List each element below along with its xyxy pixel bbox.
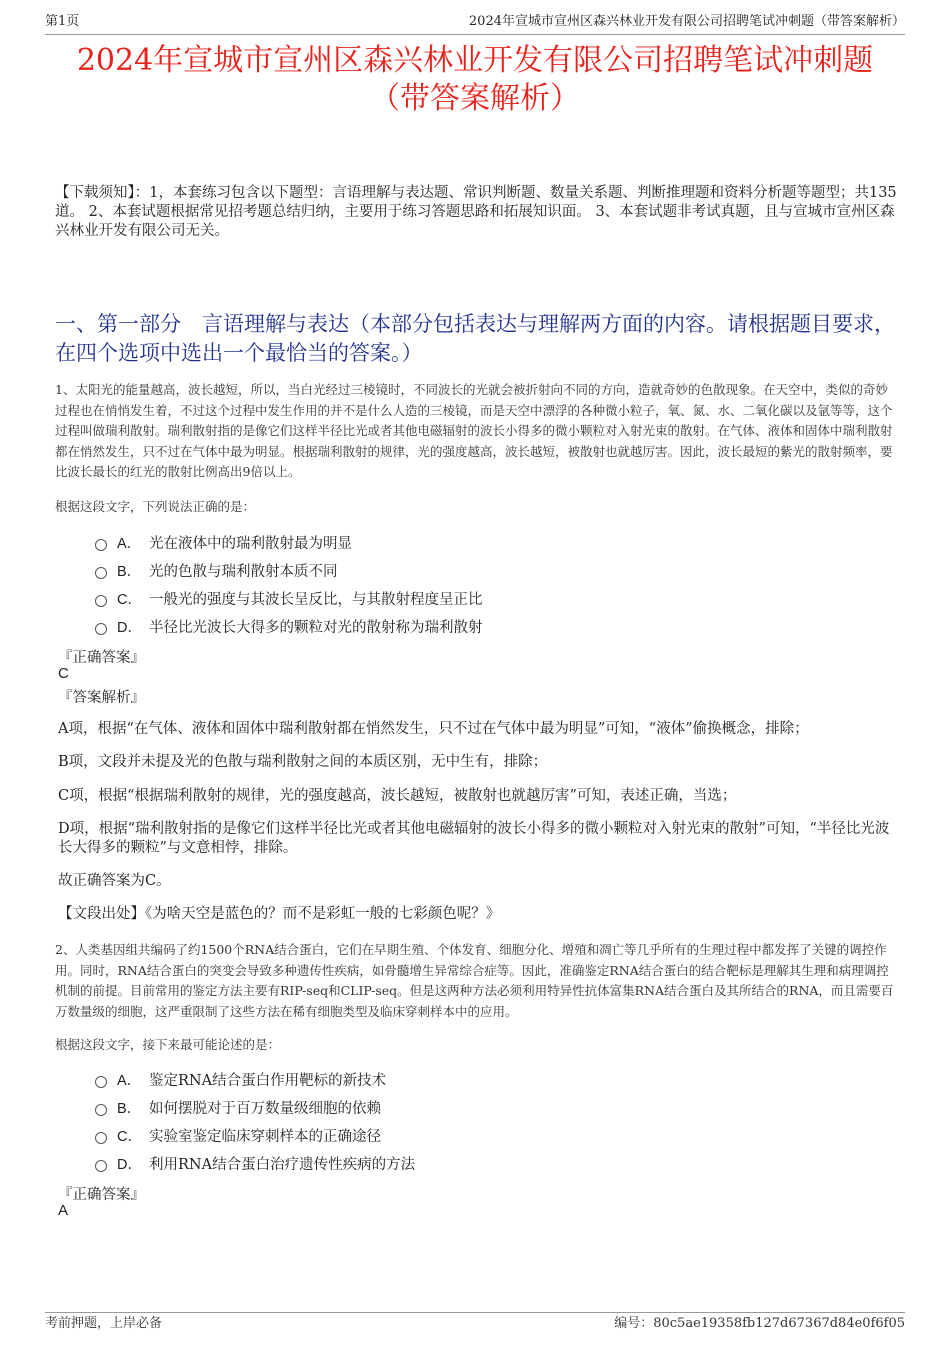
question-1-option-d[interactable]	[95, 612, 795, 640]
question-1-option-a[interactable]	[95, 528, 795, 556]
page-title	[45, 42, 905, 118]
question-1-analysis-d: D项，根据“瑞利散射指的是像它们这样半径比光或者其他电磁辐射的波长小得多的微小颗粒对入射光束的散射”可知，“半径比光波长大得多的颗粒”与文意相悖，排除。	[58, 821, 890, 856]
footer-doc-id: 编号：80c5ae19358fb127d67367d84e0f6f05	[614, 1316, 905, 1331]
option-text: 利用RNA结合蛋白治疗遗传性疾病的方法	[149, 1156, 416, 1173]
title-line-2: （带答案解析）	[370, 81, 580, 116]
option-letter: A．	[117, 1072, 142, 1089]
radio-icon[interactable]	[95, 623, 107, 635]
download-notice: 【下载须知】：1，本套练习包含以下题型：言语理解与表达题、常识判断题、数量关系题、判断推理题和资料分析题等题型；共135道。 2、本套试题根据常见招考题总结归纳，主要用于练习答题思路和拓展知识面。 3、本套试题非考试真题，且与宣城市宣州区森兴林业开发有限公司无关。	[55, 185, 897, 239]
option-text: 实验室鉴定临床穿刺样本的正确途径	[149, 1128, 381, 1145]
option-text: 光的色散与瑞利散射本质不同	[149, 563, 338, 580]
radio-icon[interactable]	[95, 1076, 107, 1088]
option-letter: D．	[117, 1156, 142, 1173]
title-line-1: 2024年宣城市宣州区森兴林业开发有限公司招聘笔试冲刺题	[76, 43, 874, 78]
question-2-option-d[interactable]	[95, 1149, 795, 1177]
option-text: 半径比光波长大得多的颗粒对光的散射称为瑞利散射	[149, 619, 483, 636]
option-letter: B．	[117, 1100, 142, 1117]
question-2-answer-label: 『正确答案』	[58, 1187, 145, 1203]
radio-icon[interactable]	[95, 539, 107, 551]
question-1-option-b[interactable]	[95, 556, 795, 584]
radio-icon[interactable]	[95, 1132, 107, 1144]
question-2-prompt: 根据这段文字，接下来最可能论述的是：	[55, 1037, 281, 1052]
radio-icon[interactable]	[95, 595, 107, 607]
option-text: 如何摆脱对于百万数量级细胞的依赖	[149, 1100, 381, 1117]
question-1-analysis-label: 『答案解析』	[58, 690, 145, 706]
question-2-passage: 2、人类基因组共编码了约1500个RNA结合蛋白，它们在早期生殖、个体发育、细胞分化、增殖和凋亡等几乎所有的生理过程中都发挥了关键的调控作用。同时，RNA结合蛋白的突变会导致多种遗传性疾病，如骨髓增生异常综合症等。因此，准确鉴定RNA结合蛋白的结合靶标是理解其生理和病理调控机制的前提。目前常用的鉴定方法主要有RIP-seq和CLIP-seq。但是这两种方法必须利用特异性抗体富集RNA结合蛋白及其所结合的RNA，而且需要百万数量级的细胞，这严重限制了这些方法在稀有细胞类型及临床穿刺样本中的应用。	[55, 942, 894, 1019]
page-header	[45, 12, 905, 35]
option-letter: C．	[117, 1128, 142, 1145]
option-text: 一般光的强度与其波长呈反比，与其散射程度呈正比	[149, 591, 483, 608]
question-1-conclusion: 故正确答案为C。	[58, 873, 171, 889]
question-2-option-a[interactable]	[95, 1065, 795, 1093]
question-2-option-b[interactable]	[95, 1093, 795, 1121]
question-1-answer: C	[58, 665, 69, 682]
option-letter: B．	[117, 563, 142, 580]
question-1-options	[95, 528, 795, 640]
footer-slogan: 考前押题，上岸必备	[45, 1316, 163, 1331]
question-1-analysis-a: A项，根据“在气体、液体和固体中瑞利散射都在悄然发生，只不过在气体中最为明显”可知，“液体”偷换概念，排除；	[58, 721, 809, 737]
radio-icon[interactable]	[95, 1160, 107, 1172]
question-1-prompt: 根据这段文字，下列说法正确的是：	[55, 499, 256, 514]
option-letter: A．	[117, 535, 142, 552]
page-footer	[45, 1312, 905, 1331]
option-letter: D．	[117, 619, 142, 636]
question-1-source: 【文段出处】《为啥天空是蓝色的？而不是彩虹一般的七彩颜色呢？》	[58, 906, 501, 922]
option-text: 鉴定RNA结合蛋白作用靶标的新技术	[149, 1072, 387, 1089]
question-1-answer-label: 『正确答案』	[58, 650, 145, 666]
option-text: 光在液体中的瑞利散射最为明显	[149, 535, 352, 552]
question-2-answer: A	[58, 1202, 69, 1219]
question-1-analysis-b: B项，文段并未提及光的色散与瑞利散射之间的本质区别，无中生有，排除；	[58, 754, 548, 770]
header-doc-title: 2024年宣城市宣州区森兴林业开发有限公司招聘笔试冲刺题（带答案解析）	[468, 14, 905, 29]
question-1-analysis-c: C项，根据“根据瑞利散射的规律，光的强度越高，波长越短，被散射也就越厉害”可知，表述正确，当选；	[58, 788, 737, 804]
question-1-passage: 1、太阳光的能量越高，波长越短，所以，当白光经过三棱镜时，不同波长的光就会被折射向不同的方向，造就奇妙的色散现象。在天空中，类似的奇妙过程也在悄悄发生着，不过这个过程中发生作用的并不是什么人造的三棱镜，而是天空中漂浮的各种微小粒子，氧、氮、水、二氧化碳以及氩等等，这个过程叫做瑞利散射。瑞利散射指的是像它们这样半径比光或者其他电磁辐射的波长小得多的微小颗粒对入射光束的散射。在气体、液体和固体中瑞利散射都在悄然发生，只不过在气体中最为明显。根据瑞利散射的规律，光的强度越高，波长越短，被散射也就越厉害。因此，波长最短的紫光的散射频率，要比波长最长的红光的散射比例高出9倍以上。	[55, 382, 893, 479]
question-2-option-c[interactable]	[95, 1121, 795, 1149]
radio-icon[interactable]	[95, 567, 107, 579]
option-letter: C．	[117, 591, 142, 608]
radio-icon[interactable]	[95, 1104, 107, 1116]
question-2-options	[95, 1065, 795, 1177]
question-1-option-c[interactable]	[95, 584, 795, 612]
page-number: 第1页	[45, 14, 80, 29]
section-heading: 一、第一部分 言语理解与表达（本部分包括表达与理解两方面的内容。请根据题目要求，在四个选项中选出一个最恰当的答案。）	[55, 312, 895, 365]
